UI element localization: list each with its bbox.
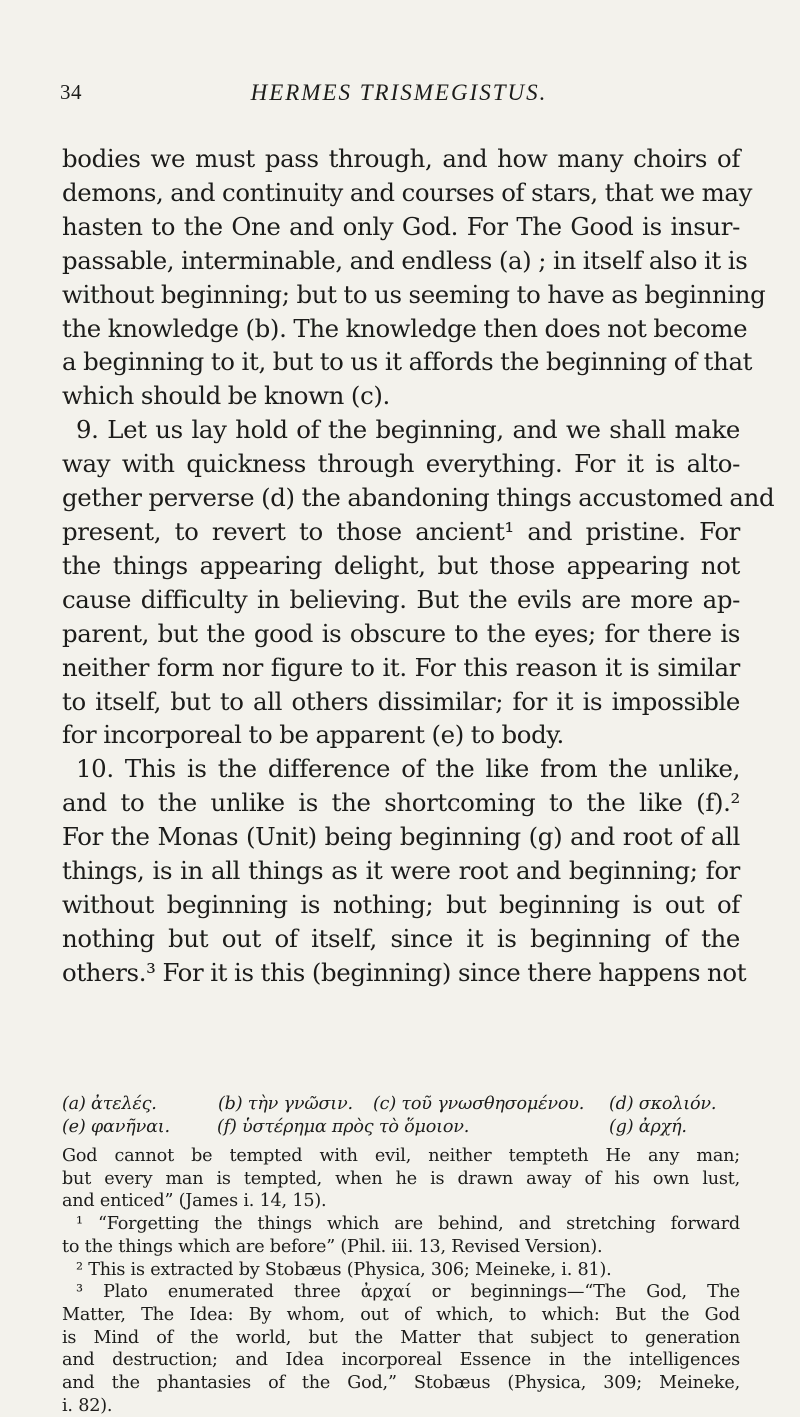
text-line: without beginning is nothing; but beginning is out of	[62, 889, 740, 919]
footnote-3: ³ Plato enumerated three ἀρχαί or beginnings—“The God, The	[76, 1282, 740, 1303]
greek-note-e: (e) φανῆναι.	[62, 1117, 170, 1137]
greek-notes-row	[62, 1116, 740, 1139]
footnote-2: ² This is extracted by Stobæus (Physica, 306; Meineke, i. 81).	[76, 1259, 612, 1280]
text-line: present, to revert to those ancient¹ and pristine. For	[62, 516, 740, 546]
page-number: 34	[60, 80, 82, 104]
footnote-line: Matter, The Idea: By whom, out of which, to which: But the God	[62, 1304, 740, 1325]
footnote-line: and enticed” (James i. 14, 15).	[62, 1191, 327, 1212]
footnote-line: i. 82).	[62, 1395, 113, 1416]
text-line: for incorporeal to be apparent (e) to body.	[62, 720, 564, 750]
text-line: nothing but out of itself, since it is beginning of the	[62, 923, 740, 953]
text-line: and to the unlike is the shortcoming to the like (f).²	[62, 788, 740, 818]
text-line: without beginning; but to us seeming to have as beginning	[62, 279, 766, 309]
text-line: hasten to the One and only God. For The Good is insur-	[62, 211, 740, 241]
greek-note-g: (g) ἀρχή.	[609, 1117, 687, 1137]
greek-note-f: (f) ὑστέρημα πρὸς τὸ ὅμοιον.	[217, 1117, 470, 1137]
text-line: parent, but the good is obscure to the eyes; for there is	[62, 618, 740, 648]
footnote-line: to the things which are before” (Phil. iii. 13, Revised Version).	[62, 1236, 603, 1257]
text-line: bodies we must pass through, and how many choirs of	[62, 144, 740, 173]
text-line: a beginning to it, but to us it affords the beginning of that	[62, 347, 753, 377]
main-text	[62, 142, 775, 990]
text-line: passable, interminable, and endless (a) ; in itself also it is	[62, 245, 748, 275]
text-line: the things appearing delight, but those appearing not	[62, 550, 740, 580]
section-10-line: 10. This is the difference of the like from the unlike,	[76, 754, 740, 784]
greek-notes-row	[62, 1093, 740, 1116]
footnote-1: ¹ “Forgetting the things which are behind, and stretching forward	[76, 1214, 740, 1235]
text-line: things, is in all things as it were root and beginning; for	[62, 856, 740, 886]
text-line: neither form nor figure to it. For this reason it is similar	[62, 652, 740, 682]
footnote-line: but every man is tempted, when he is drawn away of his own lust,	[62, 1168, 740, 1189]
text-line: cause difficulty in believing. But the evils are more ap-	[62, 584, 740, 614]
footnote-line: God cannot be tempted with evil, neither tempteth He any man;	[62, 1146, 740, 1166]
greek-note-d: (d) σκολιόν.	[609, 1094, 717, 1114]
text-line: the knowledge (b). The knowledge then does not become	[62, 313, 748, 343]
text-line: others.³ For it is this (beginning) since there happens not	[62, 957, 747, 987]
greek-note-a: (a) ἀτελές.	[62, 1094, 157, 1114]
notes-section	[62, 1093, 740, 1417]
footnote-line: is Mind of the world, but the Matter that subject to generation	[62, 1327, 740, 1348]
running-head: HERMES TRISMEGISTUS.	[250, 80, 548, 105]
text-line: way with quickness through everything. For it is alto-	[62, 449, 740, 479]
text-line: which should be known (c).	[62, 381, 390, 411]
footnote-line: and destruction; and Idea incorporeal Essence in the intelligences	[62, 1350, 740, 1371]
greek-note-c: (c) τοῦ γνωσθησομένου.	[373, 1094, 585, 1114]
text-line: to itself, but to all others dissimilar; for it is impossible	[62, 686, 740, 716]
page-header	[60, 80, 738, 116]
footnote-line: and the phantasies of the God,” Stobæus (Physica, 309; Meineke,	[62, 1373, 740, 1394]
text-line: gether perverse (d) the abandoning things accustomed and	[62, 483, 775, 513]
greek-note-b: (b) τὴν γνῶσιν.	[218, 1094, 353, 1114]
text-line: For the Monas (Unit) being beginning (g) and root of all	[62, 822, 740, 852]
text-line: demons, and continuity and courses of stars, that we may	[62, 177, 752, 207]
section-9-line: 9. Let us lay hold of the beginning, and we shall make	[76, 415, 740, 445]
